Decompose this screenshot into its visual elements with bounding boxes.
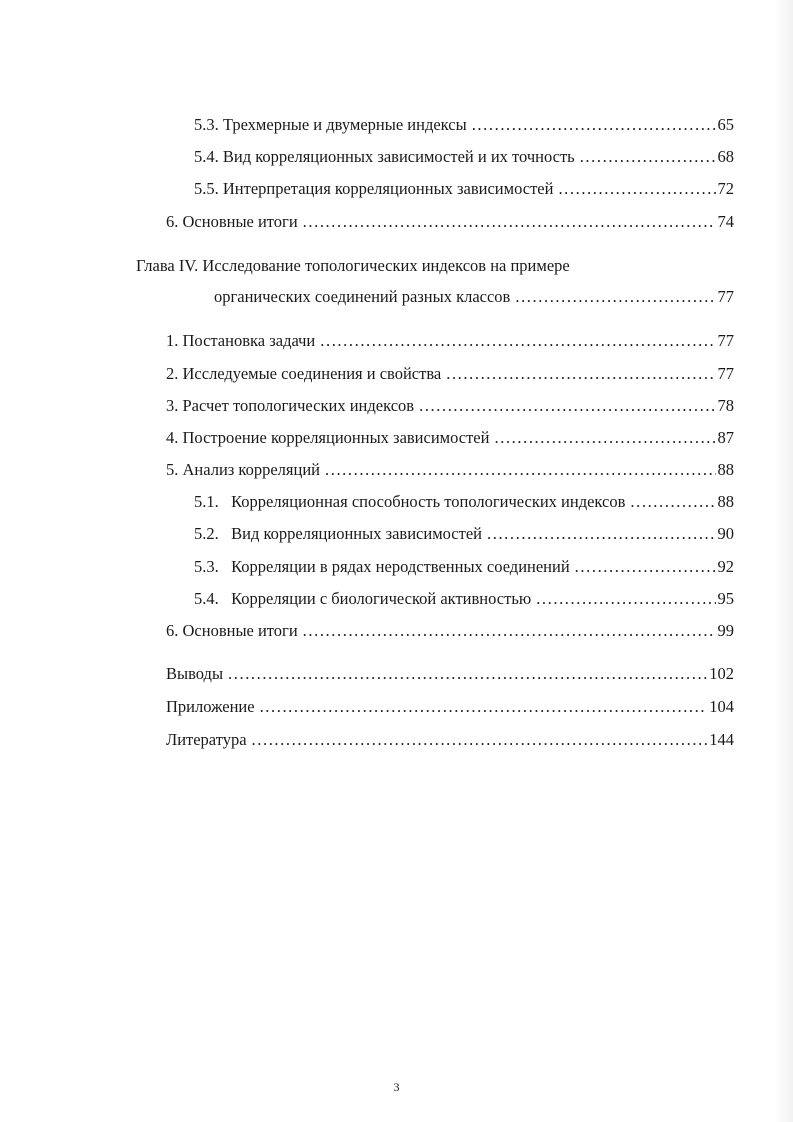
toc-entry[interactable] (166, 730, 734, 750)
toc-entry[interactable] (166, 664, 734, 684)
toc-entry-page: 77 (717, 331, 734, 350)
toc-leader-dots (536, 589, 715, 609)
toc-entry[interactable] (194, 147, 734, 167)
toc-entry-number: 2. (166, 364, 179, 383)
toc-entry[interactable] (194, 589, 734, 609)
toc-entry-page: 87 (717, 428, 734, 447)
toc-entry-number: 5.4. (194, 589, 219, 608)
toc-leader-dots (320, 331, 715, 351)
toc-entry-page: 65 (717, 115, 734, 134)
toc-entry-number: 4. (166, 428, 179, 447)
toc-entry-label: Основные итоги (182, 212, 298, 231)
toc-entry-number: 5.5. (194, 179, 219, 198)
toc-entry-label: Вид корреляционных зависимостей (231, 524, 482, 543)
toc-entry-label: Литература (166, 730, 247, 749)
toc-entry-label: Основные итоги (182, 621, 298, 640)
toc-entry-number: 5.2. (194, 524, 219, 543)
toc-entry-label: Расчет топологических индексов (182, 396, 415, 415)
toc-entry-page: 88 (717, 492, 734, 511)
toc-entry-page: 88 (717, 460, 734, 479)
toc-entry[interactable] (166, 621, 734, 641)
toc-entry-page: 74 (717, 212, 734, 231)
toc-entry-label: Выводы (166, 664, 224, 683)
toc-leader-dots (303, 212, 716, 232)
chapter-heading[interactable] (136, 256, 570, 276)
toc-entry-label: Построение корреляционных зависимостей (182, 428, 490, 447)
toc-entry[interactable] (166, 697, 734, 717)
toc-entry-number: 6. (166, 621, 179, 640)
toc-entry[interactable] (166, 396, 734, 416)
toc-entry-page: 95 (717, 589, 734, 608)
toc-leader-dots (630, 492, 715, 512)
toc-entry[interactable] (166, 364, 734, 384)
toc-leader-dots (228, 664, 707, 684)
toc-leader-dots (303, 621, 716, 641)
toc-entry[interactable] (166, 331, 734, 351)
toc-entry-number: 1. (166, 331, 179, 350)
toc-entry-label: Корреляции в рядах неродственных соединений (231, 557, 570, 576)
toc-leader-dots (419, 396, 715, 416)
toc-leader-dots (260, 697, 708, 717)
toc-entry-page: 102 (709, 664, 734, 683)
toc-entry-page: 72 (717, 179, 734, 198)
toc-entry[interactable] (194, 557, 734, 577)
toc-leader-dots (515, 287, 715, 307)
toc-entry-label: Трехмерные и двумерные индексы (222, 115, 467, 134)
toc-leader-dots (575, 557, 716, 577)
toc-entry-label: Постановка задачи (182, 331, 316, 350)
chapter-heading-continuation[interactable] (214, 287, 734, 307)
chapter-title-line2: органических соединений разных классов (214, 287, 511, 306)
toc-entry-label: Интерпретация корреляционных зависимостей (222, 179, 554, 198)
toc-entry-label: Исследуемые соединения и свойства (182, 364, 442, 383)
toc-leader-dots (558, 179, 715, 199)
toc-entry[interactable] (166, 212, 734, 232)
toc-entry-number: 3. (166, 396, 179, 415)
toc-leader-dots (580, 147, 716, 167)
toc-entry-page: 78 (717, 396, 734, 415)
toc-entry-number: 5.3. (194, 115, 219, 134)
toc-entry-label: Анализ корреляций (182, 460, 320, 479)
toc-entry[interactable] (194, 492, 734, 512)
toc-leader-dots (325, 460, 716, 480)
toc-entry-label: Корреляции с биологической активностью (231, 589, 532, 608)
toc-entry[interactable] (166, 460, 734, 480)
toc-entry-page: 77 (717, 287, 734, 306)
toc-entry[interactable] (194, 115, 734, 135)
toc-entry-label: Вид корреляционных зависимостей и их точность (222, 147, 575, 166)
toc-leader-dots (494, 428, 715, 448)
toc-entry-page: 99 (717, 621, 734, 640)
toc-leader-dots (472, 115, 716, 135)
toc-entry-number: 5. (166, 460, 179, 479)
toc-entry-page: 77 (717, 364, 734, 383)
toc-entry-page: 144 (709, 730, 734, 749)
page-number: 3 (393, 1080, 400, 1094)
toc-entry[interactable] (166, 428, 734, 448)
toc-entry[interactable] (194, 179, 734, 199)
toc-entry[interactable] (194, 524, 734, 544)
toc-leader-dots (487, 524, 716, 544)
toc-entry-page: 90 (717, 524, 734, 543)
toc-entry-number: 6. (166, 212, 179, 231)
toc-entry-number: 5.3. (194, 557, 219, 576)
toc-entry-number: 5.1. (194, 492, 219, 511)
toc-leader-dots (446, 364, 715, 384)
toc-entry-page: 104 (709, 697, 734, 716)
chapter-title-line1: Глава IV. Исследование топологических индексов на примере (136, 256, 570, 275)
toc-entry-page: 92 (717, 557, 734, 576)
toc-entry-number: 5.4. (194, 147, 219, 166)
toc-entry-page: 68 (717, 147, 734, 166)
toc-entry-label: Приложение (166, 697, 255, 716)
scan-edge-shadow (775, 0, 793, 1122)
toc-entry-label: Корреляционная способность топологических индексов (231, 492, 626, 511)
toc-leader-dots (252, 730, 708, 750)
